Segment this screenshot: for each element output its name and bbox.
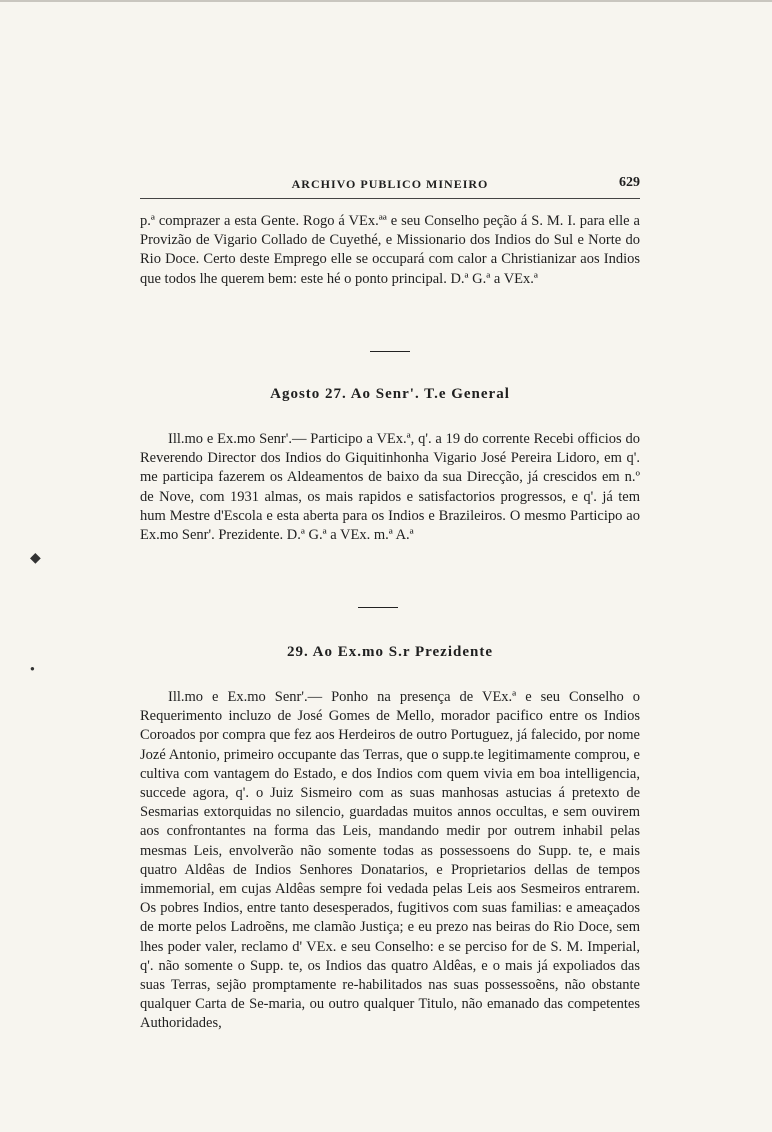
paragraph-text: p.ª comprazer a esta Gente. Rogo á VEx.ªª e seu Conselho peção á S. M. I. para elle a Provizão de Vigario Collado de Cuyethé, e Missionario dos Indios do Sul e Norte do Rio Doce. Certo deste Emprego elle se occupará com calor a Christianizar aos Indios que todos lhe querem bem: este hé o ponto principal. D.ª G.ª a VEx.ª	[140, 213, 640, 287]
page-header	[140, 175, 640, 197]
margin-dot: ●	[30, 664, 35, 673]
paragraph-text: Ill.mo e Ex.mo Senr'.— Participo a VEx.ª, q'. a 19 do corrente Recebi officios do Reverendo Director dos Indios do Giquitinhonha Vigario José Pereira Lidoro, em q'. me participa fazerem os Aldeamentos de baixo da sua Direcção, já crescidos em n.º de Nove, com 1931 almas, os mais rapidos e satisfactorios progressos, e q'. já tem hum Mestre d'Escola e esta aberta para os Indios e Brazileiros. O mesmo Participo ao Ex.mo Senr'. Prezidente. D.ª G.ª a VEx. m.ª A.ª	[140, 431, 640, 544]
margin-blot: ◆	[30, 551, 41, 566]
section-divider	[370, 351, 410, 352]
running-title: ARCHIVO PUBLICO MINEIRO	[291, 177, 489, 191]
paragraph-text: Ill.mo e Ex.mo Senr'.— Ponho na presença de VEx.ª e seu Conselho o Requerimento incluzo de José Gomes de Mello, morador pacifico entre os Indios Coroados por compra que fez aos Herdeiros de outro Portuguez, já falecido, por nome Jozé Antonio, primeiro occupante das Terras, que o supp.te legitimamente comprou, e cultiva com vantagem do Estado, e dos Indios com quem vivia em boa intelligencia, succede agora, q'. o Juiz Sismeiro com as suas manhosas astucias á pretexto de Sesmarias extorquidas no silencio, guardadas muitos annos occultas, e sem ouvirem aos confrontantes na forma das Leis, mandando medir por outrem inhabil pelas mesmas Leis, envolverão não somente todas as possessoens do Supp. te, e mais quatro Aldêas de Indios Senhores Donatarios, e Proprietarios dellas de tempos immemorial, em cujas Aldêas sempre foi vedada pelas Leis aos Sesmeiros entrarem. Os pobres Indios, entre tanto desesperados, fugitivos com suas familias: e ameaçados de morte pelos Ladroẽns, me clamão Justiça; e eu prezo nas beiras do Rio Doce, sem lhes poder valer, reclamo d' VEx. e seu Conselho: e se perciso for de S. M. Imperial, q'. não somente o Supp. te, os Indios das quatro Aldêas, e o mais já expoliados das suas Terras, sejão promptamente re-habilitados nas suas possessoẽns, não obstante qualquer Carta de Se-maria, ou outro qualquer Titulo, não emanado das competentes Authoridades,	[140, 689, 640, 1032]
letter-paragraph	[140, 430, 640, 545]
letter-paragraph	[140, 688, 640, 1034]
section-divider	[358, 607, 398, 608]
continued-paragraph	[140, 212, 640, 289]
page-number: 629	[619, 175, 640, 190]
section-heading: 29. Ao Ex.mo S.r Prezidente	[286, 644, 493, 660]
section-heading: Agosto 27. Ao Senr'. T.e General	[270, 386, 510, 402]
top-edge-rule	[0, 0, 772, 2]
header-rule	[140, 198, 640, 199]
